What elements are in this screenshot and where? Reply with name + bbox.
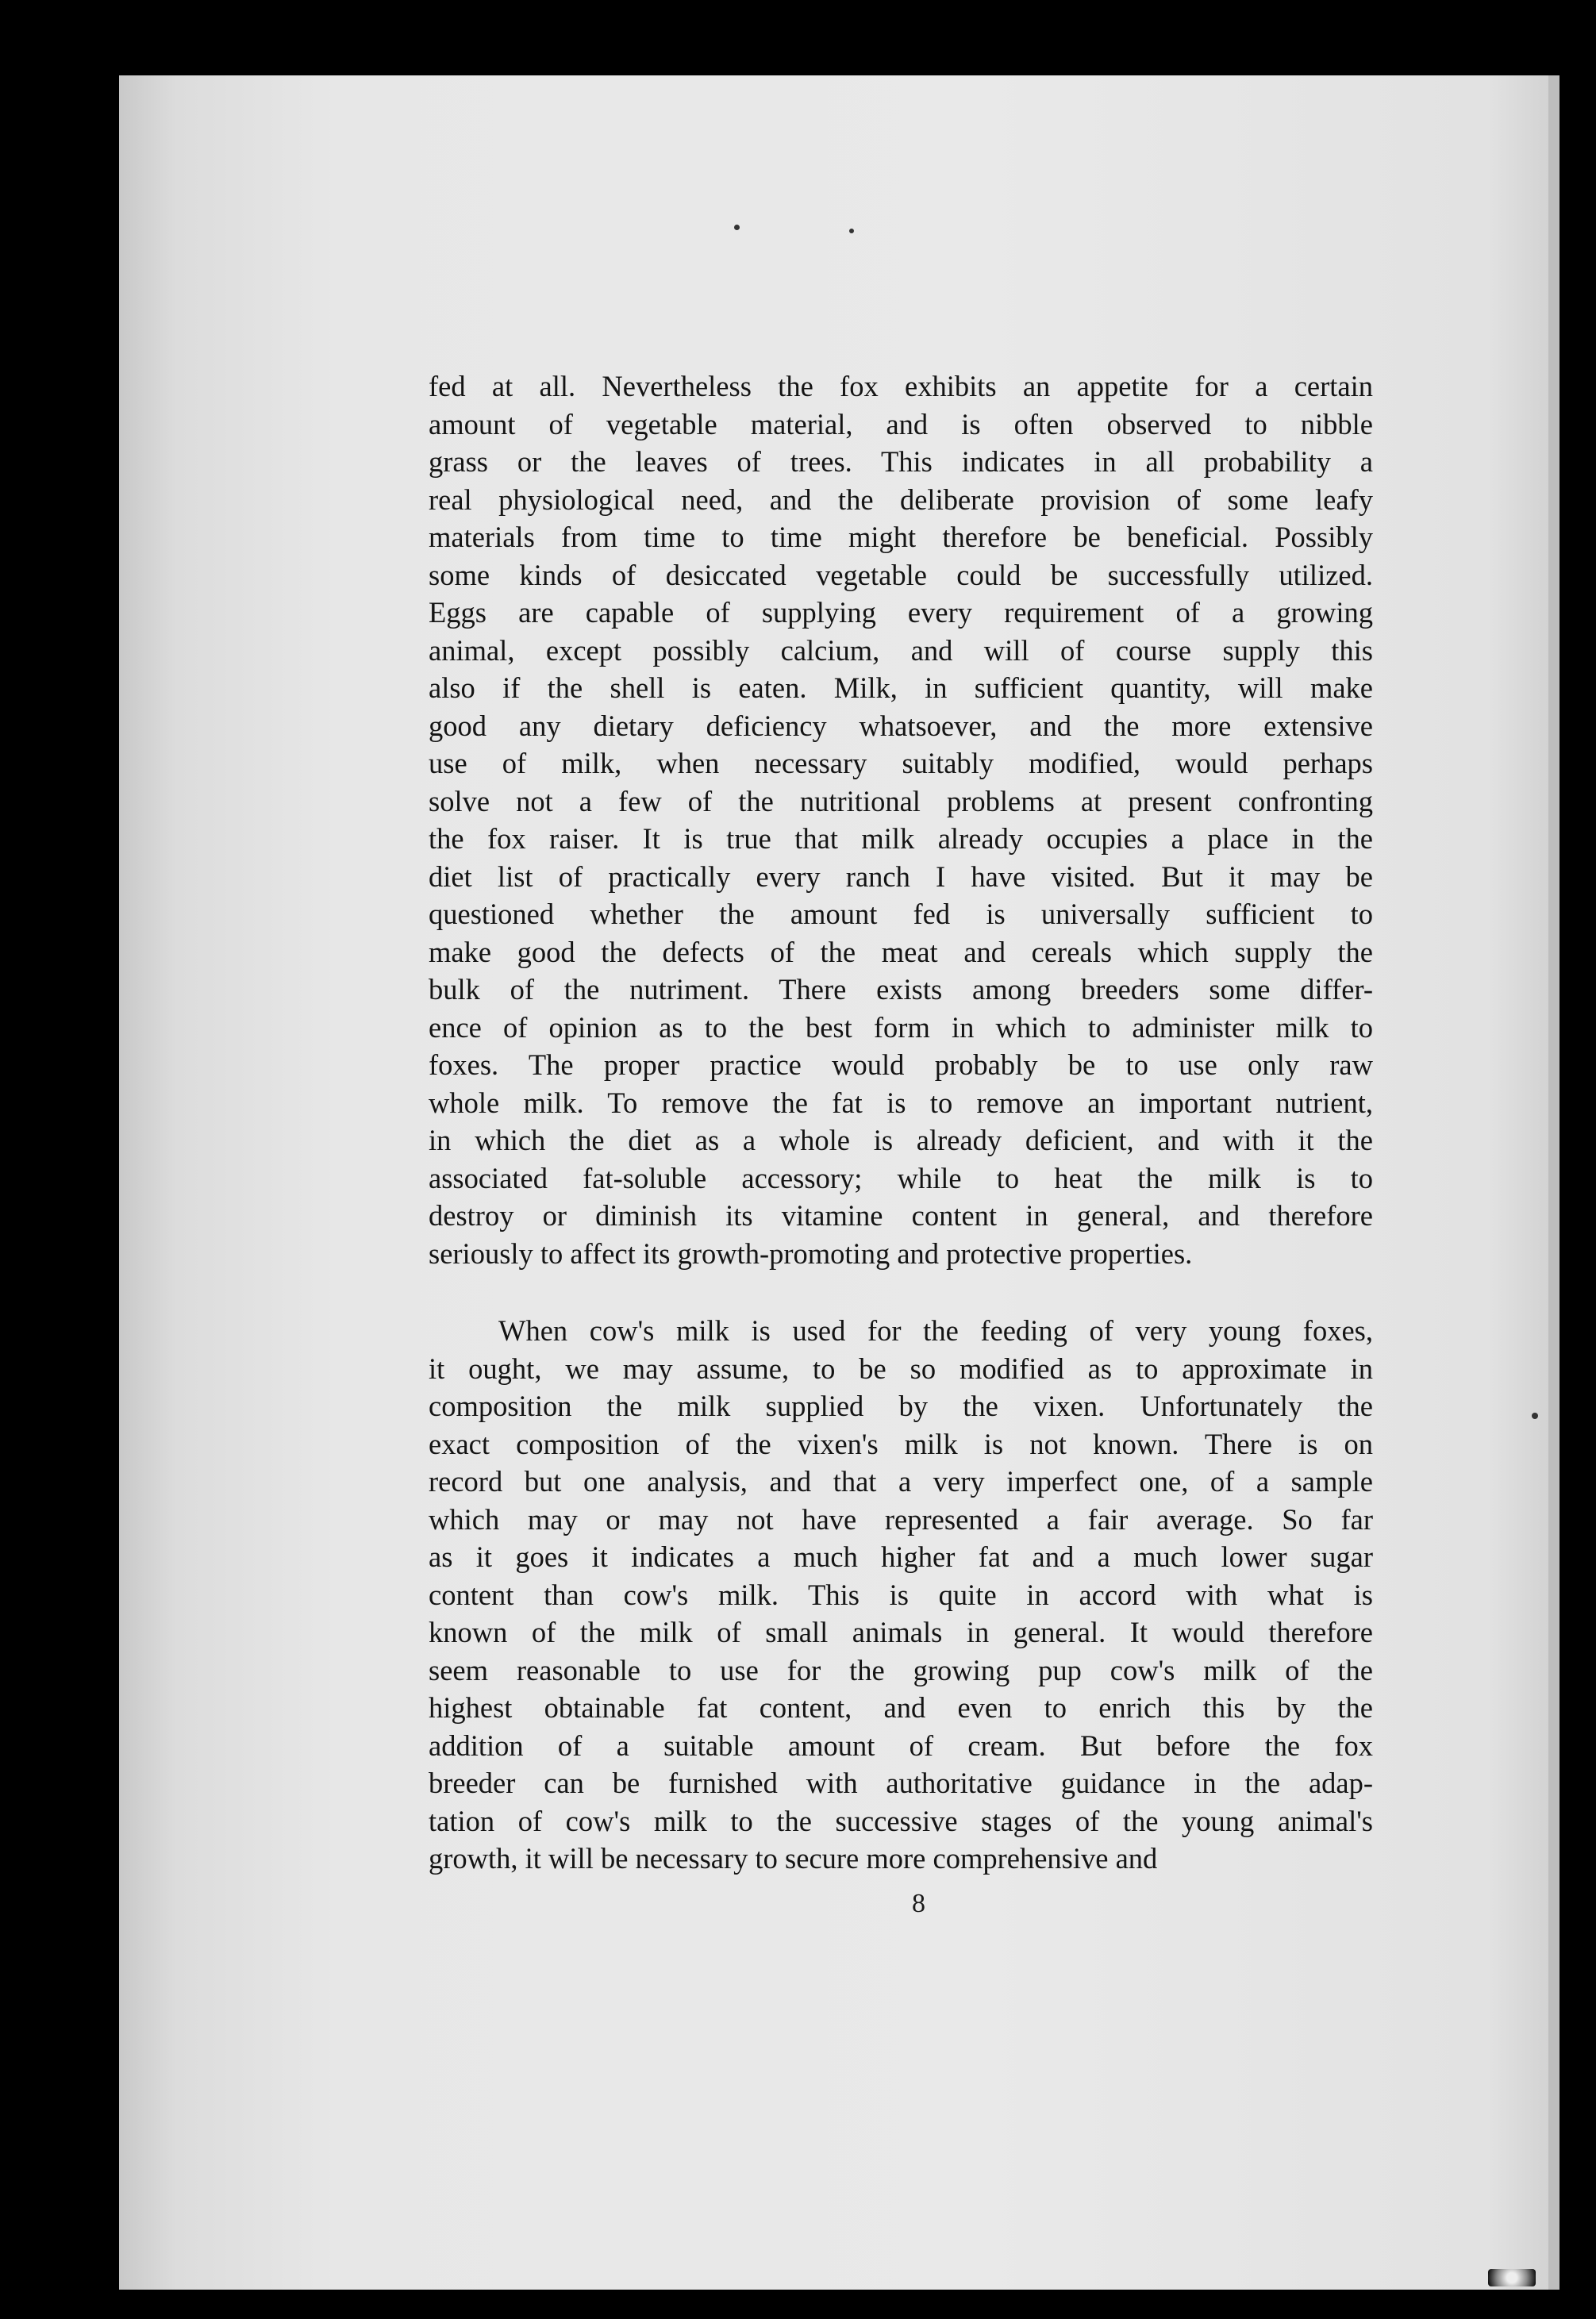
text-line: diet list of practically every ranch I have visited. But it may be [429,860,1373,893]
text-line: content than cow's milk. This is quite in accord with what is [429,1578,1373,1611]
text-line: animal, except possibly calcium, and will of course supply this [429,633,1373,667]
text-line: grass or the leaves of trees. This indicates in all probability a [429,445,1373,478]
text-line: materials from time to time might therefore be beneficial. Possibly [429,521,1373,553]
text-line: Eggs are capable of supplying every requirement of a growing [429,596,1373,629]
text-line: foxes. The proper practice would probably be to use only raw [429,1048,1373,1081]
text-line: growth, it will be necessary to secure more comprehensive and [429,1842,1158,1875]
text-line: seem reasonable to use for the growing pup cow's milk of the [429,1653,1373,1686]
paragraph-1 [429,367,1373,1272]
text-line: some kinds of desiccated vegetable could be successfully utilized. [429,558,1373,591]
text-line: composition the milk supplied by the vixen. Unfortunately the [429,1390,1373,1422]
text-line: breeder can be furnished with authoritative guidance in the adap- [429,1767,1373,1799]
book-page [119,75,1559,2290]
paragraph-2 [429,1312,1373,1878]
text-line: whole milk. To remove the fat is to remove an important nutrient, [429,1086,1373,1119]
text-line: as it goes it indicates a much higher fat and a much lower sugar [429,1540,1373,1573]
text-line: solve not a few of the nutritional problems at present confronting [429,784,1373,817]
text-line: the fox raiser. It is true that milk already occupies a place in the [429,822,1373,855]
page-edge [1548,75,1559,2290]
text-line: amount of vegetable material, and is often observed to nibble [429,407,1373,440]
body-text [429,367,1373,1878]
text-line: addition of a suitable amount of cream. But before the fox [429,1729,1373,1762]
text-line: it ought, we may assume, to be so modified as to approximate in [429,1352,1373,1385]
text-line: record but one analysis, and that a very imperfect one, of a sample [429,1465,1373,1498]
text-line: tation of cow's milk to the successive stages of the young animal's [429,1804,1373,1837]
text-line: which may or may not have represented a fair average. So far [429,1502,1373,1536]
text-line: real physiological need, and the deliberate provision of some leafy [429,483,1373,516]
text-line: fed at all. Nevertheless the fox exhibits an appetite for a certain [429,370,1373,402]
text-line: in which the diet as a whole is already deficient, and with it the [429,1124,1373,1156]
speck-mark [1532,1413,1538,1419]
text-line: ence of opinion as to the best form in which to administer milk to [429,1010,1373,1044]
text-line: exact composition of the vixen's milk is not known. There is on [429,1427,1373,1460]
text-line: destroy or diminish its vitamine content in general, and therefore [429,1199,1373,1232]
text-line: seriously to affect its growth-promoting and protective properties. [429,1236,1193,1270]
text-line: associated fat-soluble accessory; while to heat the milk is to [429,1161,1373,1194]
text-line: questioned whether the amount fed is universally sufficient to [429,898,1373,930]
text-line: bulk of the nutriment. There exists among breeders some differ- [429,973,1373,1006]
text-line: known of the milk of small animals in general. It would therefore [429,1616,1373,1648]
text-line: also if the shell is eaten. Milk, in sufficient quantity, will make [429,671,1373,704]
page-number: 8 [912,1889,925,1918]
text-line: make good the defects of the meat and cereals which supply the [429,935,1373,968]
text-line: use of milk, when necessary suitably modified, would perhaps [429,747,1373,779]
speck-mark [849,229,854,233]
archive-stamp [1488,2269,1536,2286]
text-line: good any dietary deficiency whatsoever, and the more extensive [429,709,1373,742]
paragraph-spacer [429,1272,1373,1312]
text-line: highest obtainable fat content, and even to enrich this by the [429,1691,1373,1724]
text-line: When cow's milk is used for the feeding of very young foxes, [498,1314,1373,1347]
speck-mark [734,225,740,230]
